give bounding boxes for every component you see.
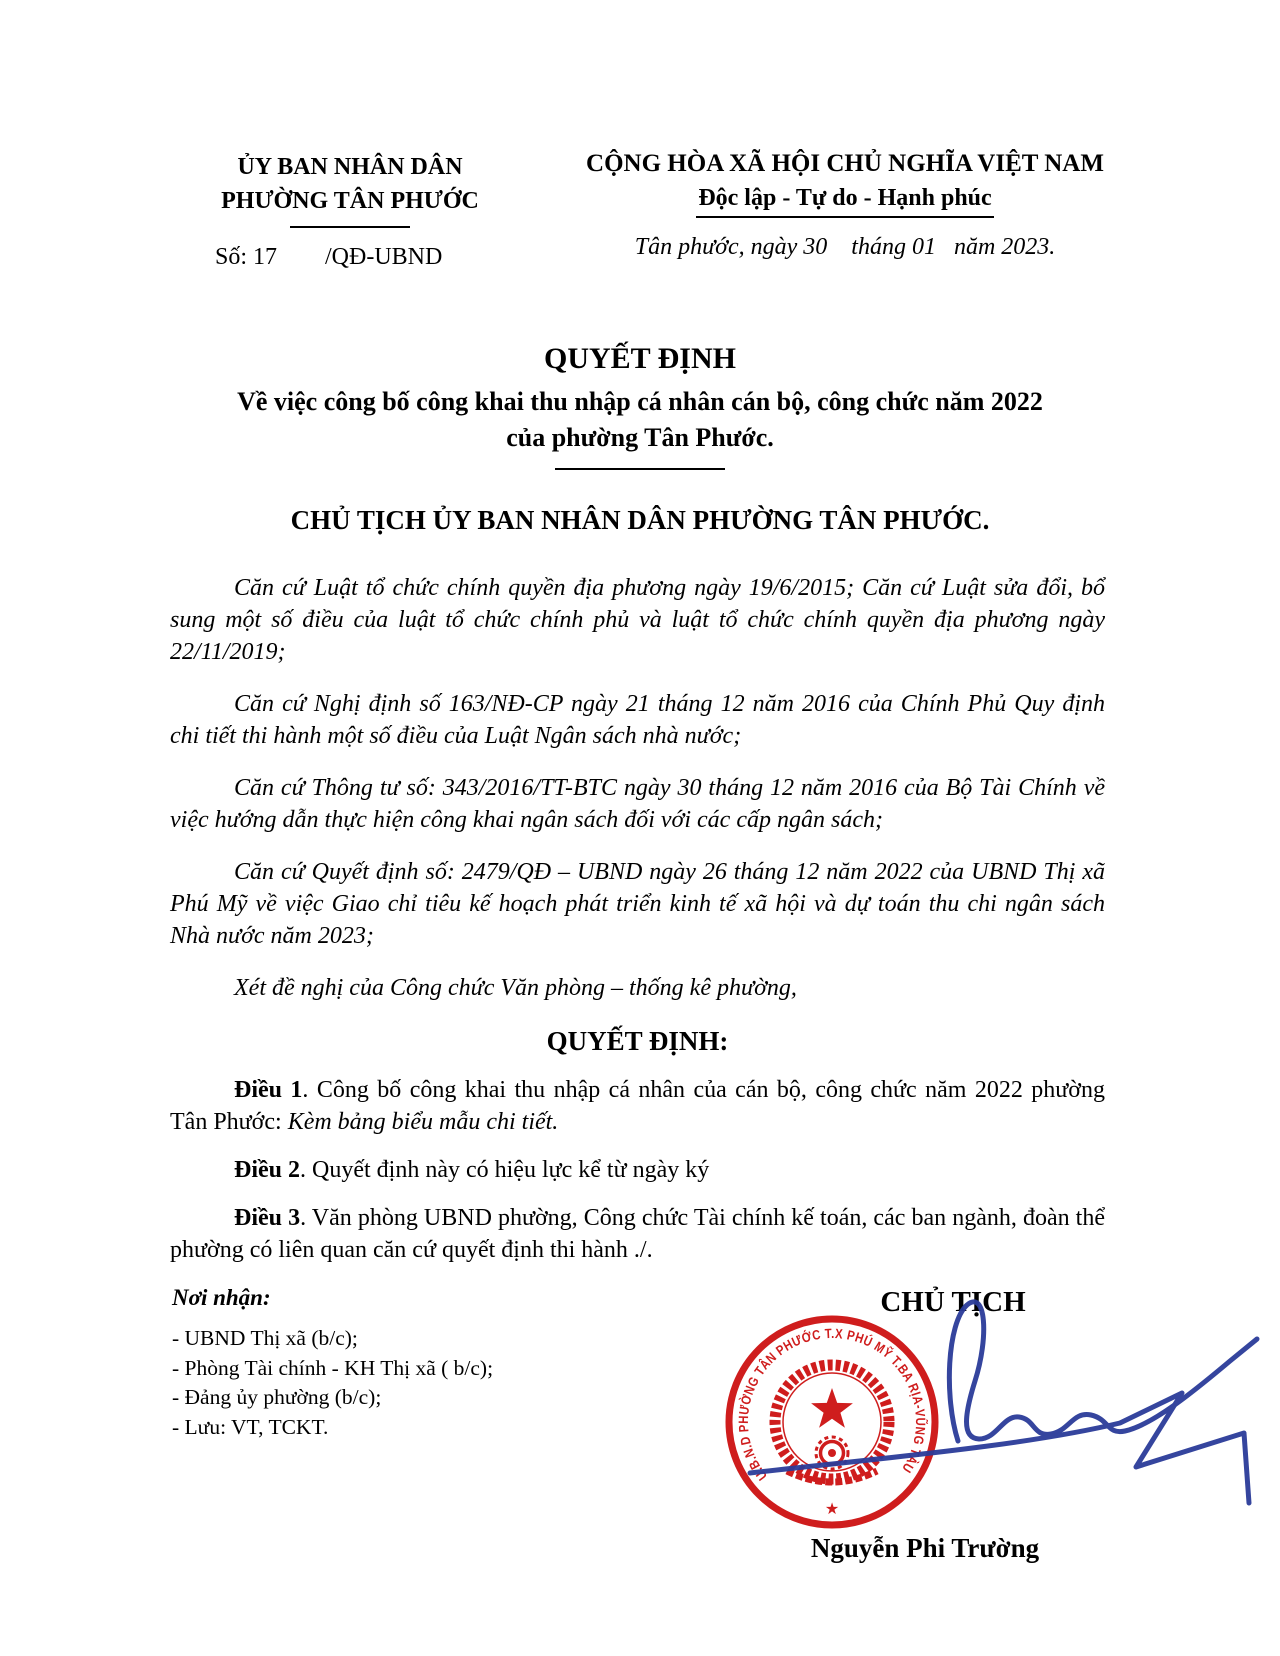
recital-paragraph: Xét đề nghị của Công chức Văn phòng – thống kê phường, (234, 975, 797, 1001)
title-block (170, 342, 1110, 470)
issuing-authority-line2: PHƯỜNG TÂN PHƯỚC (221, 188, 479, 214)
document-subtitle-line2: của phường Tân Phước. (506, 423, 774, 452)
recital-paragraph: Căn cứ Thông tư số: 343/2016/TT-BTC ngày 30 tháng 12 năm 2016 của Bộ Tài Chính về việc hướng dẫn thực hiện công khai ngân sách đối với các cấp ngân sách; (170, 775, 1105, 833)
article-3-text: . Văn phòng UBND phường, Công chức Tài chính kế toán, các ban ngành, đoàn thể phường có liên quan căn cứ quyết định thi hành ./. (170, 1205, 1106, 1263)
article-2-label: Điều 2 (234, 1157, 300, 1183)
recital-paragraph: Căn cứ Luật tổ chức chính quyền địa phương ngày 19/6/2015; Căn cứ Luật sửa đổi, bổ sung một số điều của luật tổ chức chính phủ và luật tổ chức chính quyền địa phương ngày 22/11/2019; (170, 575, 1105, 665)
document-body (170, 572, 1105, 1282)
issuing-authority-block (175, 150, 525, 271)
article-1-italic-text: Kèm bảng biểu mẫu chi tiết. (287, 1109, 559, 1135)
article-3-label: Điều 3 (234, 1205, 301, 1231)
authority-heading: CHỦ TỊCH ỦY BAN NHÂN DÂN PHƯỜNG TÂN PHƯỚC. (290, 505, 990, 535)
seal-bottom-star-icon: ★ (824, 1501, 840, 1518)
recipient-item: - Đảng ủy phường (b/c); (172, 1385, 382, 1409)
signature-upper-stroke (949, 1302, 1257, 1441)
title-underline (555, 468, 725, 470)
article-1-text: . Công bố công khai thu nhập cá nhân của cán bộ, công chức năm 2022 phường Tân Phước: (170, 1077, 1105, 1135)
document-number: Số: 17 /QĐ-UBND (215, 244, 443, 270)
recipient-item: - UBND Thị xã (b/c); (172, 1326, 358, 1350)
recital-paragraph: Căn cứ Quyết định số: 2479/QĐ – UBND ngày 26 tháng 12 năm 2022 của UBND Thị xã Phú Mỹ về việc Giao chỉ tiêu kế hoạch phát triển kinh tế xã hội và dự toán thu chi ngân sách Nhà nước năm 2023; (170, 859, 1105, 949)
national-motto: Độc lập - Tự do - Hạnh phúc (696, 183, 993, 218)
place-and-date: Tân phước, ngày 30 tháng 01 năm 2023. (634, 234, 1056, 260)
decision-heading: QUYẾT ĐỊNH: (546, 1026, 729, 1056)
recipients-block (172, 1284, 632, 1442)
recipient-item: - Lưu: VT, TCKT. (172, 1414, 329, 1439)
signature-lower-stroke (750, 1393, 1249, 1503)
signer-name: Nguyễn Phi Trường (810, 1533, 1040, 1563)
seal-ring-text: U.B.N.D PHƯỜNG TÂN PHƯỚC T.X PHÚ MỸ T.BA RỊA-VŨNG TÀU (735, 1325, 929, 1484)
document-title: QUYẾT ĐỊNH (544, 342, 736, 375)
handwritten-signature (720, 1245, 1270, 1515)
article-2 (170, 1154, 1105, 1186)
signature-strokes (720, 1245, 1270, 1515)
recipients-list (172, 1324, 632, 1442)
signer-title: CHỦ TỊCH (880, 1286, 1026, 1318)
recipients-heading: Nơi nhận: (172, 1285, 271, 1310)
article-2-text: . Quyết định này có hiệu lực kể từ ngày ký (300, 1157, 710, 1183)
issuing-authority-underline (290, 226, 410, 228)
article-1-label: Điều 1 (234, 1077, 303, 1103)
article-1 (170, 1074, 1105, 1138)
recipient-item: - Phòng Tài chính - KH Thị xã ( b/c); (172, 1355, 494, 1380)
document-subtitle-line1: Về việc công bố công khai thu nhập cá nhân cán bộ, công chức năm 2022 (237, 387, 1043, 416)
recital-paragraph: Căn cứ Nghị định số 163/NĐ-CP ngày 21 tháng 12 năm 2016 của Chính Phủ Quy định chi tiết thi hành một số điều của Luật Ngân sách nhà nước; (170, 691, 1105, 749)
national-title: CỘNG HÒA XÃ HỘI CHỦ NGHĨA VIỆT NAM (586, 150, 1104, 177)
national-motto-block (555, 148, 1135, 261)
issuing-authority-line1: ỦY BAN NHÂN DÂN (237, 154, 463, 180)
